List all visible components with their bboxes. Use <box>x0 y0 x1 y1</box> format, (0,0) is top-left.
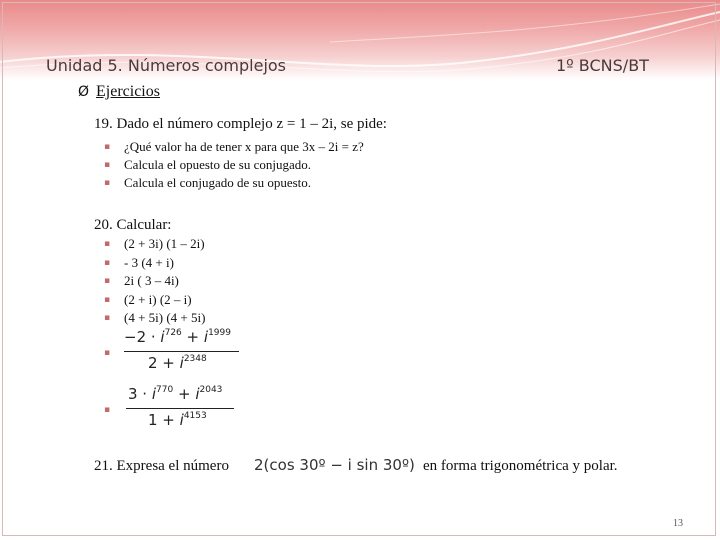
trig-expression: 2(cos 30º − i sin 30º) <box>254 456 415 474</box>
bullet-icon: ▪ <box>104 348 111 358</box>
bullet-icon: ▪ <box>104 160 111 170</box>
bullet-icon: ▪ <box>104 276 111 286</box>
page-number: 13 <box>673 518 683 529</box>
exercise-20-list <box>104 235 205 328</box>
fraction-2-denominator: $1 + i^{4153}$ <box>148 411 207 429</box>
list-item: ▪ 2i ( 3 – 4i) <box>104 272 205 291</box>
list-item: ▪ (2 + 3i) (1 – 2i) <box>104 235 205 254</box>
bullet-icon: ▪ <box>104 294 111 305</box>
fraction-1-bar <box>124 351 239 352</box>
fraction-2-numerator: $3 \cdot i^{770} + i^{2043}$ <box>128 385 223 403</box>
fraction-1-denominator: $2 + i^{2348}$ <box>148 354 207 372</box>
exercise-19-title: 19. Dado el número complejo z = 1 – 2i, se pide: <box>94 116 387 132</box>
list-item: ▪ Calcula el opuesto de su conjugado. <box>104 157 312 172</box>
bullet-icon: ▪ <box>104 257 111 268</box>
exercise-21-prefix: 21. Expresa el número <box>94 458 229 474</box>
arrow-bullet-icon: Ø <box>78 84 90 100</box>
section-label: Ejercicios <box>96 83 160 100</box>
fraction-1-numerator: $-2 \cdot i^{726} + i^{1999}$ <box>124 328 231 346</box>
bullet-icon: ▪ <box>104 405 111 415</box>
unit-title: Unidad 5. Números complejos <box>46 56 287 75</box>
list-item: ▪ (2 + i) (2 – i) <box>104 291 205 310</box>
bullet-icon: ▪ <box>104 313 111 323</box>
exercise-20-title: 20. Calcular: <box>94 217 172 233</box>
list-item: ▪ - 3 (4 + i) <box>104 254 205 273</box>
exercise-21-suffix: en forma trigonométrica y polar. <box>423 458 618 474</box>
bullet-icon: ▪ <box>104 178 111 188</box>
list-item: ▪ Calcula el conjugado de su opuesto. <box>104 175 312 190</box>
bullet-icon: ▪ <box>104 142 111 152</box>
bullet-icon: ▪ <box>104 239 111 249</box>
course-label: 1º BCNS/BT <box>556 56 649 75</box>
list-item: ▪ (4 + 5i) (4 + 5i) <box>104 309 205 328</box>
exercise-19-list <box>104 138 364 192</box>
list-item: ▪ ¿Qué valor ha de tener x para que 3x – 2i = z? <box>104 139 364 154</box>
section-heading <box>78 83 160 101</box>
fraction-2-bar <box>126 408 234 409</box>
